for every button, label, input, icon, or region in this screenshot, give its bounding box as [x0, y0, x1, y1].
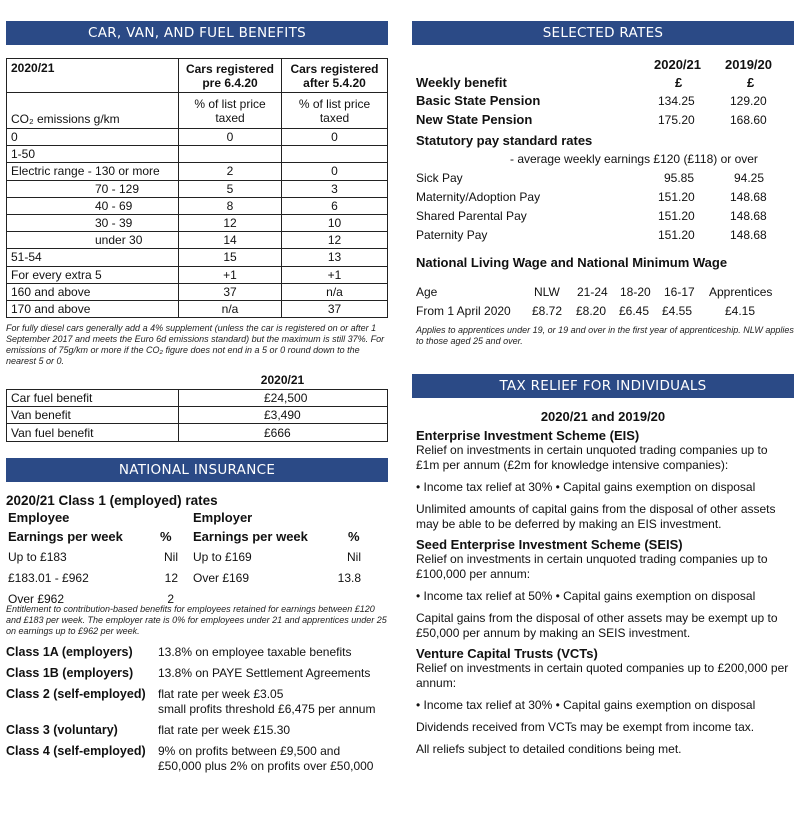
ni-class-desc-line: 13.8% on PAYE Settlement Agreements: [158, 665, 371, 680]
eis-extra: Unlimited amounts of capital gains from the disposal of other assets may be able to be deferred by making an EIS investment.: [416, 502, 776, 531]
vct-bullets: • Income tax relief at 30% • Capital gains exemption on disposal: [416, 698, 756, 712]
vct-description: Relief on investments in certain quoted companies up to £200,000 per annum:: [416, 661, 789, 690]
list-item: Over £169 13.8: [193, 570, 361, 585]
nlw-col-header: 21-24: [577, 285, 608, 299]
table-row: [7, 424, 388, 441]
list-item: Up to £169 Nil: [193, 549, 361, 564]
new-pension-2019: 168.60: [730, 113, 767, 127]
table-row: [7, 214, 388, 231]
nlw-table: [412, 285, 794, 323]
basic-pension-label: Basic State Pension: [416, 93, 541, 108]
eis-description: Relief on investments in certain unquoted trading companies up to £1m per annum (£2m for knowledge intensive companies):: [416, 443, 768, 472]
pre-rate-cell: 8: [179, 197, 282, 214]
table-subheader-row: [7, 93, 388, 129]
benefit-rates-section: [412, 49, 794, 245]
maternity-pay-2020: 151.20: [658, 190, 695, 204]
year-2020-header: 2020/21: [654, 57, 701, 72]
post-rate-cell: 0: [282, 129, 388, 146]
ni-class-name: Class 1B (employers): [6, 665, 134, 680]
list-item: Up to £183 Nil: [8, 549, 178, 564]
list-item: £183.01 - £962 12: [8, 570, 178, 585]
band-cell: For every extra 5: [7, 266, 179, 283]
maternity-pay-2019: 148.68: [730, 190, 767, 204]
ni-class-desc: [158, 723, 290, 738]
pound-symbol-2: £: [747, 75, 755, 90]
basic-pension-2020: 134.25: [658, 94, 695, 108]
benefit-value: £24,500: [179, 390, 388, 407]
table-row: [7, 390, 388, 407]
sick-pay-2020: 95.85: [664, 171, 695, 185]
seis-title: Seed Enterprise Investment Scheme (SEIS): [416, 537, 683, 552]
table-row: [7, 249, 388, 266]
right-column: [412, 0, 794, 757]
nlw-title: National Living Wage and National Minimum Wage: [416, 255, 728, 270]
ni-entitlement-note: Entitlement to contribution-based benefits for employees retained for earnings between £120 and £183 per week. The employer rate is 0% for employees under 21 and apprentices under 25 on earnings up to £962 per week.: [6, 603, 387, 636]
pre-rate-cell: +1: [179, 266, 282, 283]
ni-class-name: Class 1A (employers): [6, 644, 133, 659]
pre-rate-cell: 37: [179, 283, 282, 300]
seis-extra: Capital gains from the disposal of other assets may be exempt up to £50,000 per annum by making an SEIS investment.: [416, 611, 778, 640]
national-insurance-banner: NATIONAL INSURANCE: [6, 458, 388, 482]
ni-class-row: [6, 645, 388, 660]
ni-class-row: [6, 723, 388, 738]
eis-bullets: • Income tax relief at 30% • Capital gains exemption on disposal: [416, 480, 756, 494]
maternity-pay-label: Maternity/Adoption Pay: [416, 190, 541, 204]
table-row: [7, 197, 388, 214]
table-header-row: [7, 59, 388, 93]
reliefs-footer: All reliefs subject to detailed conditions being met.: [416, 742, 682, 756]
ni-class-name: Class 2 (self-employed): [6, 686, 146, 701]
employee-rows: [8, 550, 178, 610]
post-rate-cell: +1: [282, 266, 388, 283]
ni-class1-rates: [6, 510, 388, 604]
basic-pension-2019: 129.20: [730, 94, 767, 108]
post-rate-cell: 6: [282, 197, 388, 214]
tax-relief-content: [416, 428, 794, 757]
band-cell: 1-50: [7, 146, 179, 163]
nlw-value: £8.20: [576, 304, 607, 318]
post-rate-cell: 13: [282, 249, 388, 266]
seis-bullets: • Income tax relief at 50% • Capital gains exemption on disposal: [416, 589, 756, 603]
band-cell: 0: [7, 129, 179, 146]
nlw-col-header: Apprentices: [709, 285, 773, 299]
pre-rate-cell: 5: [179, 180, 282, 197]
new-pension-label: New State Pension: [416, 112, 533, 127]
tax-relief-years: 2020/21 and 2019/20: [540, 409, 666, 424]
employee-heading: Employee: [8, 509, 70, 525]
post-rate-cell: 3: [282, 180, 388, 197]
weekly-benefit-label: Weekly benefit: [416, 75, 507, 90]
statutory-title: Statutory pay standard rates: [416, 133, 593, 148]
shared-parental-2020: 151.20: [658, 209, 695, 223]
table-row: [7, 180, 388, 197]
band-cell: 40 - 69: [7, 197, 179, 214]
post-header: Cars registered after 5.4.20: [282, 59, 388, 93]
diesel-note: For fully diesel cars generally add a 4% supplement (unless the car is registered on or after 1 September 2017 and meets the Euro 6d emissions standard) but the maximum is still 37%. For emissions of 75g/km or more if the CO₂ figure does not end in a 5 or 0 round down to the nearest 5 or 0.: [6, 323, 385, 367]
pre-rate-cell: 2: [179, 163, 282, 180]
nlw-value: £6.45: [619, 304, 650, 318]
table-row: [7, 146, 388, 163]
sick-pay-2019: 94.25: [734, 171, 765, 185]
ni-class-desc: [158, 744, 373, 774]
ni-class-name: Class 4 (self-employed): [6, 743, 146, 758]
band-cell: 160 and above: [7, 283, 179, 300]
vct-title: Venture Capital Trusts (VCTs): [416, 646, 598, 661]
benefit-value: £3,490: [179, 407, 388, 424]
nlw-value: £4.15: [725, 304, 756, 318]
tax-relief-banner: TAX RELIEF FOR INDIVIDUALS: [412, 374, 794, 398]
employee-pct-header: %: [160, 528, 172, 544]
ni-class-desc: [158, 645, 351, 660]
paternity-pay-2019: 148.68: [730, 228, 767, 242]
band-cell: 51-54: [7, 249, 179, 266]
pre-rate-cell: n/a: [179, 300, 282, 317]
ni-class-desc-line: flat rate per week £3.05: [158, 686, 284, 701]
benefit-label: Van benefit: [7, 407, 179, 424]
post-rate-cell: n/a: [282, 283, 388, 300]
employer-earnings-header: Earnings per week: [193, 528, 308, 544]
ni-class-row: [6, 744, 388, 774]
post-rate-cell: [282, 146, 388, 163]
post-rate-cell: 12: [282, 232, 388, 249]
ni-class-desc-line: £50,000 plus 2% on profits over £50,000: [158, 758, 374, 773]
ni-class-name: Class 3 (voluntary): [6, 722, 118, 737]
paternity-pay-label: Paternity Pay: [416, 228, 488, 242]
sick-pay-label: Sick Pay: [416, 171, 463, 185]
ni-class-row: [6, 687, 388, 717]
ni-class1-title: 2020/21 Class 1 (employed) rates: [6, 492, 218, 508]
benefit-label: Van fuel benefit: [7, 424, 179, 441]
table-row: [7, 266, 388, 283]
employer-rows: [193, 550, 361, 589]
table-row: [7, 407, 388, 424]
pre-rate-cell: [179, 146, 282, 163]
ni-class-desc: [158, 666, 370, 681]
year-cell: 2020/21: [7, 59, 179, 93]
left-column: [6, 0, 388, 780]
paternity-pay-2020: 151.20: [658, 228, 695, 242]
band-cell: 30 - 39: [7, 214, 179, 231]
nlw-value: £8.72: [532, 304, 563, 318]
ni-classes-list: [6, 645, 388, 774]
pre-rate-cell: 12: [179, 214, 282, 231]
post-rate-cell: 10: [282, 214, 388, 231]
nlw-value: £4.55: [662, 304, 693, 318]
band-cell: 170 and above: [7, 300, 179, 317]
pre-rate-cell: 0: [179, 129, 282, 146]
ni-class-desc-line: flat rate per week £15.30: [158, 722, 291, 737]
from-date-label: From 1 April 2020: [416, 304, 511, 318]
pre-rate-cell: 15: [179, 249, 282, 266]
selected-rates-banner: SELECTED RATES: [412, 21, 794, 45]
pre-rate-cell: 14: [179, 232, 282, 249]
car-benefit-table: [6, 58, 388, 318]
table-row: [7, 129, 388, 146]
table-row: [7, 283, 388, 300]
table-row: [7, 300, 388, 317]
employee-earnings-header: Earnings per week: [8, 528, 123, 544]
nlw-col-header: NLW: [534, 285, 560, 299]
ni-class-desc-line: 9% on profits between £9,500 and: [158, 743, 341, 758]
ni-class-desc-line: small profits threshold £6,475 per annum: [158, 701, 376, 716]
table-row: [7, 163, 388, 180]
age-label: Age: [416, 285, 438, 299]
employer-heading: Employer: [193, 509, 253, 525]
ni-class-row: [6, 666, 388, 681]
band-cell: 70 - 129: [7, 180, 179, 197]
ni-class-desc: [158, 687, 375, 717]
new-pension-2020: 175.20: [658, 113, 695, 127]
band-cell: Electric range - 130 or more: [7, 163, 179, 180]
benefit-label: Car fuel benefit: [7, 390, 179, 407]
employer-pct-header: %: [348, 528, 360, 544]
vct-extra: Dividends received from VCTs may be exempt from income tax.: [416, 720, 755, 734]
list-item: Over £962 2: [8, 591, 174, 606]
benefits-year: 2020/21: [260, 373, 305, 388]
fuel-benefit-table: [6, 389, 388, 442]
eis-title: Enterprise Investment Scheme (EIS): [416, 428, 640, 443]
ni-class-desc-line: 13.8% on employee taxable benefits: [158, 644, 352, 659]
post-rate-cell: 37: [282, 300, 388, 317]
pre-header: Cars registered pre 6.4.20: [179, 59, 282, 93]
nlw-col-header: 16-17: [664, 285, 695, 299]
year-2019-header: 2019/20: [725, 57, 772, 72]
car-benefits-banner: CAR, VAN, AND FUEL BENEFITS: [6, 21, 388, 45]
shared-parental-label: Shared Parental Pay: [416, 209, 527, 223]
nlw-col-header: 18-20: [620, 285, 651, 299]
benefit-value: £666: [179, 424, 388, 441]
pct-label-post: % of list price taxed: [282, 93, 388, 129]
pct-label-pre: % of list price taxed: [179, 93, 282, 129]
shared-parental-2019: 148.68: [730, 209, 767, 223]
nlw-note: Applies to apprentices under 19, or 19 and over in the first year of apprenticeship. NLW applies to those aged 25 and over.: [416, 325, 794, 346]
seis-description: Relief on investments in certain unquoted trading companies up to £100,000 per annum:: [416, 552, 768, 581]
co2-label: CO₂ emissions g/km: [7, 93, 179, 129]
pound-symbol-1: £: [675, 75, 683, 90]
statutory-subtitle: - average weekly earnings £120 (£118) or over: [510, 152, 758, 166]
table-row: [7, 232, 388, 249]
post-rate-cell: 0: [282, 163, 388, 180]
band-cell: under 30: [7, 232, 179, 249]
